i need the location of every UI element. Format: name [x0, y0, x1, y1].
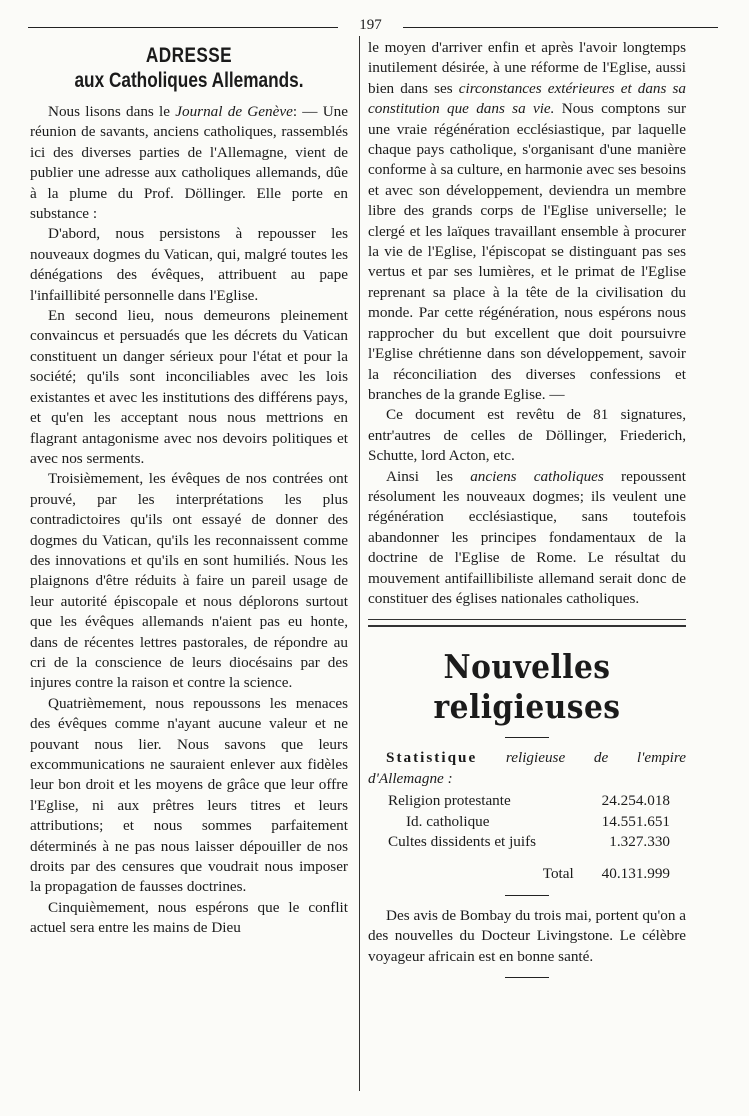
table-row: Religion protestante 24.254.018: [388, 792, 670, 810]
page-number: 197: [359, 17, 382, 33]
paragraph-fourth: Quatrièmement, nous repoussons les menaces des évêques comme n'ayant aucune valeur et ne pouvant nous lier. Nous savons que leurs excommunications ne sauraient enlever aux fidèles leur bon droit et les moyens de grâce que leur offre l'Eglise, ni aux prêtres leurs titres et leurs attributions; et nous sommes parfaitement déterminés à ne pas nous laisser dépouiller de nos droits par des censures que voudrait nous imposer la propagation de fausses doctrines.: [30, 694, 348, 896]
end-divider: [505, 977, 549, 978]
section-divider: [368, 619, 686, 627]
header-rule-right: [403, 27, 718, 28]
short-divider: [505, 895, 549, 896]
statistics-heading: Statistique religieuse de l'empire d'Allemagne :: [368, 749, 686, 787]
table-row: Id. catholique 14.551.651: [406, 812, 670, 830]
signatures-paragraph: Ce document est revêtu de 81 signatures, entr'autres de celles de Döllinger, Friederich, Schutte, lord Acton, etc.: [368, 406, 686, 465]
header-rule-left: [28, 27, 338, 28]
paragraph-second: En second lieu, nous demeurons pleinement convaincus et persuadés que les décrets du Vatican constituent un danger sérieux pour l'état et pour la société; qu'ils sont inconciliables avec les lois existantes et avec les institutions des différens pays, et qu'en les acceptant nous nous mettrions en flagrant antagonisme avec nos devoirs politiques et avec nos serments.: [30, 307, 348, 467]
news-paragraph: Des avis de Bombay du trois mai, portent qu'on a des nouvelles du Docteur Livingstone. Le célèbre voyageur africain est en bonne santé.: [368, 906, 686, 965]
paragraph-fifth: Cinquièmement, nous espérons que le conflit actuel sera entre les mains de Dieu: [30, 898, 348, 937]
source-name: Journal de Genève: [175, 103, 293, 120]
article-title: ADRESSE: [145, 44, 233, 67]
column-separator: [359, 36, 360, 1091]
right-column: [368, 38, 686, 988]
intro-paragraph: Nous lisons dans le Journal de Genève: — Une réunion de savants, anciens catholiques, rassemblés ici des diverses parties de l'Allemagne, vient de publier une adresse aux catholiques allemands, dûe à la plume du Prof. Döllinger. Elle porte en substance :: [30, 103, 349, 223]
paragraph-first: D'abord, nous persistons à repousser les nouveaux dogmes du Vatican, qui, malgré toutes les dénégations des évêques, attribuent au pape l'infaillibité personnelle dans l'Eglise.: [30, 225, 348, 304]
conclusion-paragraph: Ainsi les anciens catholiques repoussent résolument les nouveaux dogmes; ils veulent une régénération ecclésiastique, sans toutefois abandonner les principes fondamentaux de la doctrine de l'Eglise de Rome. Le résultat du mouvement antifaillibiliste allemand serait donc de constituer des églises nationales catholiques.: [368, 467, 686, 607]
paragraph-third: Troisièmement, les évêques de nos contrées ont prouvé, par les interprétations les plus contradictoires qu'ils ont essayé de donner des dogmes du Vatican, qu'ils les reconnaissent comme des innovations et qu'ils en sont humiliés. Nous les plaignons d'être réduits à faire un pareil usage de leur autorité épiscopale et nous déplorons surtout que les évêques allemands n'aient pas eu honte, dans de récentes lettres pastorales, de répondre au cri de la conscience de leurs diocésains par des injures contre la raison et contre la science.: [30, 470, 348, 692]
article-subtitle: aux Catholiques Allemands.: [74, 69, 304, 92]
section-title: Nouvelles religieuses: [433, 647, 621, 727]
table-row: Cultes dissidents et juifs 1.327.330: [388, 833, 670, 850]
statistics-table: [368, 791, 686, 885]
short-divider: [505, 737, 549, 738]
page-header: [28, 18, 718, 34]
left-column: [30, 38, 348, 939]
continued-paragraph: le moyen d'arriver enfin et après l'avoir longtemps inutilement désirée, à une réforme de l'Eglise, aussi bien dans ses circonstances extérieures et dans sa constitution que dans sa vie. Nous comptons sur une vraie régénération ecclésiastique, par laquelle chaque pays catholique, s'organisant d'une manière conforme à sa culture, en harmonie avec ses besoins et avec son développement, deviendra un membre libre des grands corps de l'Eglise universelle; le clergé et les laïques travaillant ensemble à procurer la vie de l'Eglise, l'épiscopat se distinguant pas ses vertus et par ses lumières, et le primat de l'Eglise reprenant sa place à la tête de la civilisation du monde. Par cette régénération, nous espérons nous rapprocher du but excellent que doit poursuivre l'Eglise chrétienne dans son développement, savoir la réconciliation des diverses confessions et branches de la grande Eglise. —: [368, 39, 686, 403]
total-row: Total 40.131.999: [542, 865, 670, 883]
